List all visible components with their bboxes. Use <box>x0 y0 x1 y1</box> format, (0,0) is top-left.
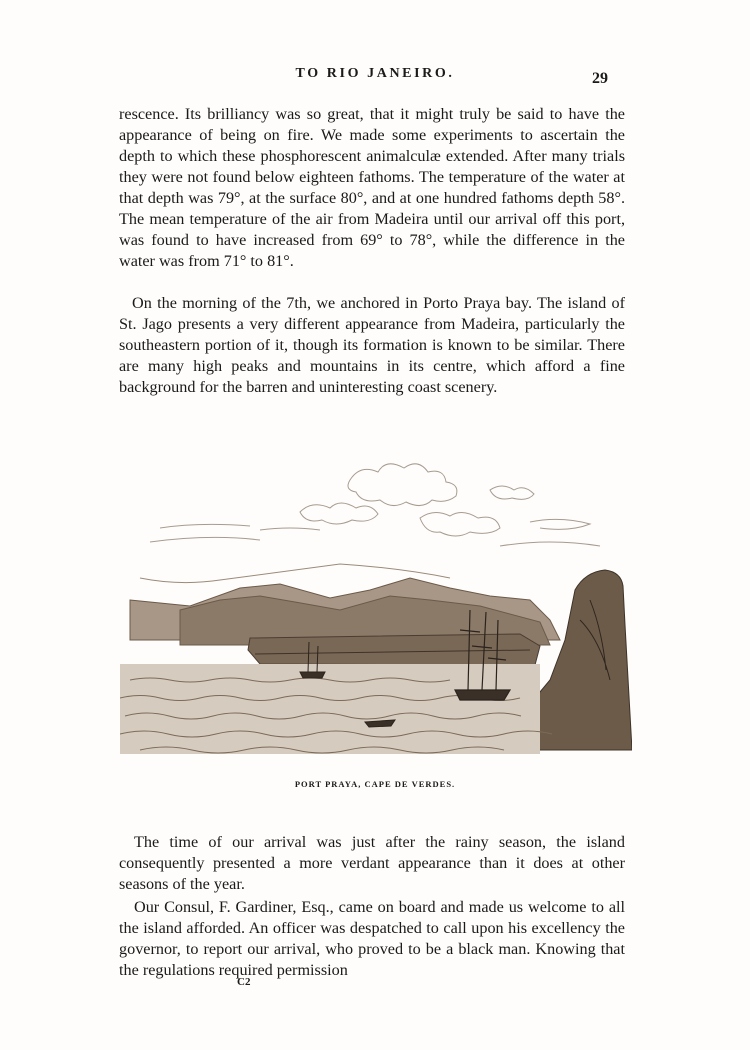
paragraph-phosphorescence: rescence. Its brilliancy was so great, that it might truly be said to have the appearance of being on fire. We made some experiments to ascertain the depth to which these phosphorescent animalculæ extended. After many trials they were not found below eighteen fathoms. The temperature of the water at that depth was 79°, at the surface 80°, and at one hundred fathoms depth 58°. The mean temperature of the air from Madeira until our arrival off this port, was found to have increased from 69° to 78°, while the difference in the water was from 71° to 81°. <box>119 105 625 270</box>
paragraph-rainy-season: The time of our arrival was just after the rainy season, the island consequently presented a more verdant appearance than it does at other seasons of the year. <box>119 833 625 893</box>
running-title: TO RIO JANEIRO. <box>295 66 455 81</box>
coastline <box>248 634 540 665</box>
sea <box>120 664 552 754</box>
figure-caption: PORT PRAYA, CAPE DE VERDES. <box>294 779 456 789</box>
paragraph-consul-gardiner: Our Consul, F. Gardiner, Esq., came on board and made us welcome to all the island afforded. An officer was despatched to call upon his excellency the governor, to report our arrival, who proved to be a black man. Knowing that the regulations required permission <box>119 898 625 979</box>
port-praya-engraving <box>120 450 632 770</box>
mountains <box>130 564 560 645</box>
page-number: 29 <box>592 70 608 87</box>
signature-mark: C2 <box>237 976 251 988</box>
clouds <box>150 464 600 546</box>
paragraph-porto-praya-arrival: On the morning of the 7th, we anchored in Porto Praya bay. The island of St. Jago presents a very different appearance from Madeira, particularly the southeastern portion of it, though its formation is known to be similar. There are many high peaks and mountains in its centre, which afford a fine background for the barren and uninteresting coast scenery. <box>119 294 625 396</box>
